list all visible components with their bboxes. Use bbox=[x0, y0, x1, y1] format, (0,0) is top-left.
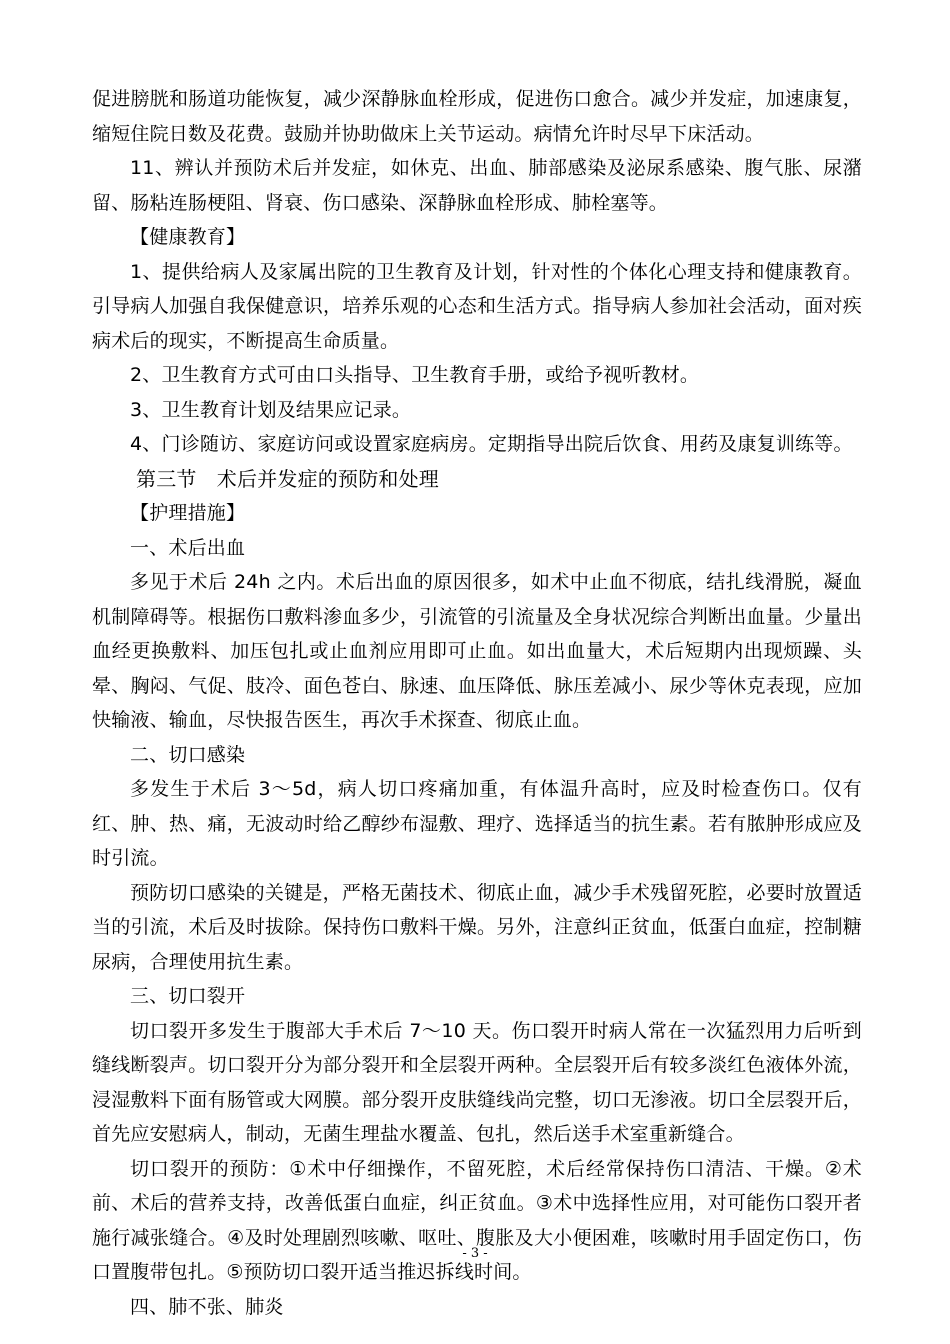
paragraph-continuation: 促进膀胱和肠道功能恢复，减少深静脉血栓形成，促进伤口愈合。减少并发症，加速康复，缩短住院日数及花费。鼓励并协助做床上关节运动。病情允许时尽早下床活动。 bbox=[92, 88, 862, 145]
document-body bbox=[92, 82, 862, 1324]
heading-health-education: 【健康教育】 bbox=[130, 226, 246, 248]
paragraph-dehiscence: 切口裂开多发生于腹部大手术后 7～10 天。伤口裂开时病人常在一次猛烈用力后听到缝线断裂声。切口裂开分为部分裂开和全层裂开两种。全层裂开后有较多淡红色液体外流，浸湿敷料下面有肠管或大网膜。部分裂开皮肤缝线尚完整，切口无渗液。切口全层裂开后，首先应安慰病人，制动，无菌生理盐水覆盖、包扎，然后送手术室重新缝合。 bbox=[92, 1019, 862, 1145]
paragraph-item-11: 11、辨认并预防术后并发症，如休克、出血、肺部感染及泌尿系感染、腹气胀、尿潴留、肠粘连肠梗阻、肾衰、伤口感染、深静脉血栓形成、肺栓塞等。 bbox=[92, 157, 862, 214]
paragraph-dehiscence-prevention: 切口裂开的预防：①术中仔细操作，不留死腔，术后经常保持伤口清洁、干燥。②术前、术后的营养支持，改善低蛋白血症，纠正贫血。③术中选择性应用，对可能伤口裂开者施行减张缝合。④及时处理剧烈咳嗽、呕吐、腹胀及大小便困难，咳嗽时用手固定伤口，伤口置腹带包扎。⑤预防切口裂开适当推迟拆线时间。 bbox=[92, 1157, 862, 1283]
paragraph-edu-2: 2、卫生教育方式可由口头指导、卫生教育手册，或给予视听教材。 bbox=[130, 364, 700, 386]
paragraph-edu-4: 4、门诊随访、家庭访问或设置家庭病房。定期指导出院后饮食、用药及康复训练等。 bbox=[130, 433, 853, 455]
subheading-atelectasis: 四、肺不张、肺炎 bbox=[130, 1295, 284, 1318]
subheading-bleeding: 一、术后出血 bbox=[130, 536, 246, 559]
paragraph-bleeding: 多见于术后 24h 之内。术后出血的原因很多，如术中止血不彻底，结扎线滑脱，凝血机制障碍等。根据伤口敷料渗血多少，引流管的引流量及全身状况综合判断出血量。少量出血经更换敷料、加压包扎或止血剂应用即可止血。如出血量大，术后短期内出现烦躁、头晕、胸闷、气促、肢冷、面色苍白、脉速、血压降低、脉压差减小、尿少等休克表现，应加快输液、输血，尽快报告医生，再次手术探查、彻底止血。 bbox=[92, 571, 862, 731]
paragraph-edu-3: 3、卫生教育计划及结果应记录。 bbox=[130, 398, 412, 421]
paragraph-infection-prevention: 预防切口感染的关键是，严格无菌技术、彻底止血，减少手术残留死腔，必要时放置适当的引流，术后及时拔除。保持伤口敷料干燥。另外，注意纠正贫血，低蛋白血症，控制糖尿病，合理使用抗生素。 bbox=[92, 881, 862, 973]
subheading-infection: 二、切口感染 bbox=[130, 743, 246, 766]
section-title: 第三节 术后并发症的预防和处理 bbox=[136, 466, 439, 491]
paragraph-edu-1: 1、提供给病人及家属出院的卫生教育及计划，针对性的个体化心理支持和健康教育。引导病人加强自我保健意识，培养乐观的心态和生活方式。指导病人参加社会活动，面对疾病术后的现实，不断提高生命质量。 bbox=[92, 260, 862, 352]
heading-nursing-measures: 【护理措施】 bbox=[130, 502, 246, 524]
paragraph-infection: 多发生于术后 3～5d，病人切口疼痛加重，有体温升高时，应及时检查伤口。仅有红、肿、热、痛，无波动时给乙醇纱布湿敷、理疗、选择适当的抗生素。若有脓肿形成应及时引流。 bbox=[92, 778, 862, 869]
subheading-dehiscence: 三、切口裂开 bbox=[130, 985, 246, 1007]
page-number: - 3 - bbox=[462, 1246, 488, 1261]
